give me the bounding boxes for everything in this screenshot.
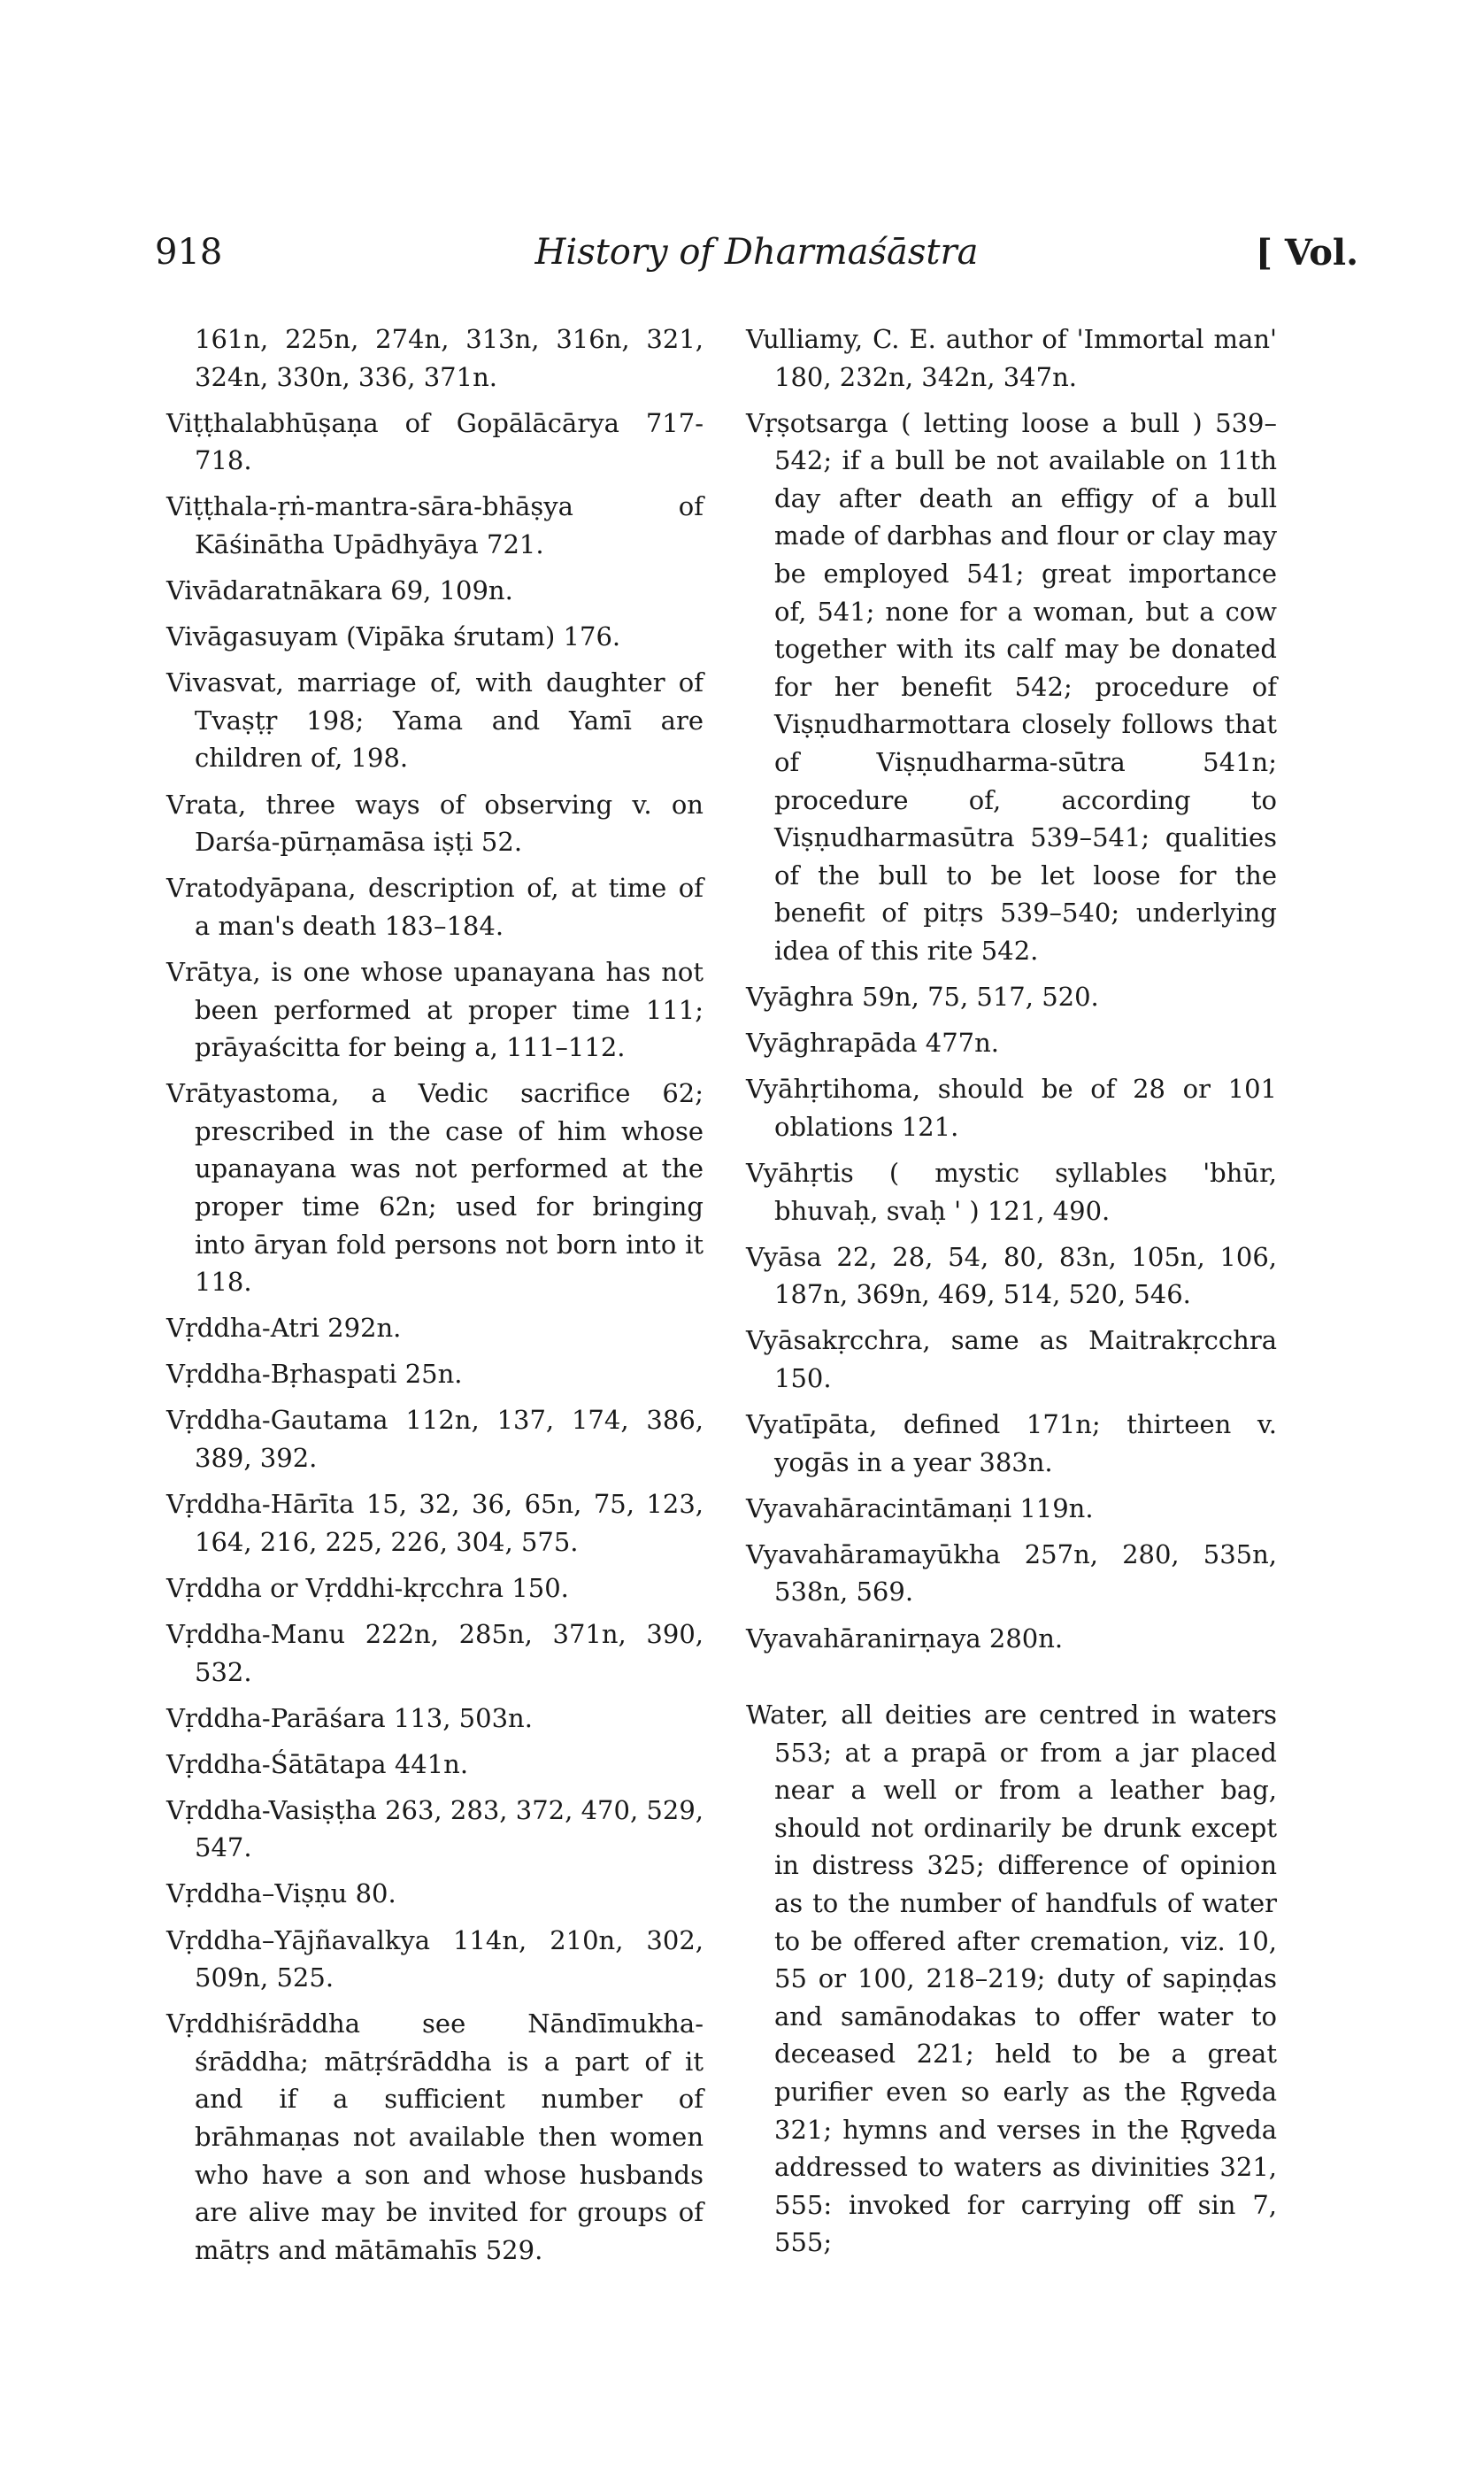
index-entry: Vṛddha-Gautama 112n, 137, 174, 386, 389, 392. bbox=[166, 1405, 704, 1474]
index-entry: Vṛddha–Viṣṇu 80. bbox=[166, 1878, 396, 1909]
index-entry: Vratodyāpana, description of, at time of a man's death 183–184. bbox=[166, 873, 704, 941]
index-entry: Vyāsakṛcchra, same as Maitrakṛcchra 150. bbox=[746, 1325, 1277, 1393]
volume-mark: [ Vol. bbox=[1255, 232, 1358, 274]
index-entry: Viṭṭhala-ṛṅ-mantra-sāra-bhāṣya of Kāśinātha Upādhyāya 721. bbox=[166, 491, 704, 559]
index-entry: Vyavahāranirṇaya 280n. bbox=[746, 1623, 1064, 1654]
index-entry: Vṛddha–Yājñavalkya 114n, 210n, 302, 509n, 525. bbox=[166, 1924, 704, 1993]
index-entry: Vrātya, is one whose upanayana has not been performed at proper time 111; prāyaścitta for being a, 111–112. bbox=[166, 956, 704, 1063]
index-entry: 161n, 225n, 274n, 313n, 316n, 321, 324n, 330n, 336, 371n. bbox=[195, 324, 704, 392]
index-entry: Vyavahāracintāmaṇi 119n. bbox=[746, 1492, 1094, 1523]
index-entry: Vṛddha-Bṛhaspati 25n. bbox=[166, 1359, 463, 1390]
page-number: 918 bbox=[155, 232, 223, 273]
index-entry: Vyavahāramayūkha 257n, 280, 535n, 538n, 569. bbox=[746, 1538, 1277, 1607]
index-entry: Vulliamy, C. E. author of 'Immortal man' 180, 232n, 342n, 347n. bbox=[746, 324, 1277, 392]
index-entry: Vyāghra 59n, 75, 517, 520. bbox=[746, 982, 1099, 1013]
index-entry: Vivādaratnākara 69, 109n. bbox=[166, 575, 513, 606]
index-entry: Vṛddha-Atri 292n. bbox=[166, 1313, 402, 1344]
index-entry: Vṛddha-Hārīta 15, 32, 36, 65n, 75, 123, 164, 216, 225, 226, 304, 575. bbox=[166, 1489, 704, 1557]
index-entry: Vyāhṛtis ( mystic syllables 'bhūr, bhuvaḥ, svaḥ ' ) 121, 490. bbox=[746, 1157, 1277, 1226]
index-entry: Vivasvat, marriage of, with daughter of Tvaṣṭṛ 198; Yama and Yamī are children of, 198. bbox=[166, 667, 704, 774]
index-column-left bbox=[166, 320, 704, 2278]
index-entry: Vṛddha-Parāśara 113, 503n. bbox=[166, 1702, 533, 1733]
index-entry: Water, all deities are centred in waters 553; at a prapā or from a jar placed near a well or from a leather bag, should not ordinarily be drunk except in distress 325; difference of opinion as to the number of handfuls of water to be offered after cremation, viz. 10, 55 or 100, 218–219; duty of sapiṇḍas and samānodakas to offer water to deceased 221; held to be a great purifier even so early as the Ṛgveda 321; hymns and verses in the Ṛgveda addressed to waters as divinities 321, 555: invoked for carrying off sin 7, 555; bbox=[746, 1700, 1277, 2258]
index-entry: Viṭṭhalabhūṣaṇa of Gopālācārya 717-718. bbox=[166, 407, 704, 476]
index-entry: Vṛddha or Vṛddhi-kṛcchra 150. bbox=[166, 1572, 569, 1603]
running-title: History of Dharmaśāstra bbox=[534, 232, 979, 273]
index-column-right bbox=[746, 320, 1277, 2270]
index-entry: Vṛddha-Śātātapa 441n. bbox=[166, 1748, 469, 1779]
index-entry: Vrata, three ways of observing v. on Darśa-pūrṇamāsa iṣṭi 52. bbox=[166, 789, 704, 858]
index-entry: Vṛddhiśrāddha see Nāndīmukha-śrāddha; mātṛśrāddha is a part of it and if a sufficient number of brāhmaṇas not available then women who have a son and whose husbands are alive may be invited for groups of mātṛs and mātāmahīs 529. bbox=[166, 2008, 704, 2265]
page-header bbox=[155, 232, 1358, 285]
index-entry: Vyāhṛtihoma, should be of 28 or 101 oblations 121. bbox=[746, 1074, 1277, 1142]
index-entry: Vrātyastoma, a Vedic sacrifice 62; prescribed in the case of him whose upanayana was not performed at the proper time 62n; used for bringing into āryan fold persons not born into it 118. bbox=[166, 1078, 704, 1298]
index-entry: Vṛddha-Manu 222n, 285n, 371n, 390, 532. bbox=[166, 1618, 704, 1687]
index-entry: Vyāghrapāda 477n. bbox=[746, 1028, 1000, 1059]
index-entry: Vyatīpāta, defined 171n; thirteen v. yogās in a year 383n. bbox=[746, 1409, 1277, 1477]
index-entry: Vivāgasuyam (Vipāka śrutam) 176. bbox=[166, 621, 621, 652]
index-entry: Vṛddha-Vasiṣṭha 263, 283, 372, 470, 529, 547. bbox=[166, 1794, 704, 1863]
index-entry: Vṛṣotsarga ( letting loose a bull ) 539–542; if a bull be not available on 11th day after death an effigy of a bull made of darbhas and flour or clay may be employed 541; great importance of, 541; none for a woman, but a cow together with its calf may be donated for her benefit 542; procedure of Viṣṇudharmottara closely follows that of Viṣṇudharma-sūtra 541n; procedure of, according to Viṣṇudharmasūtra 539–541; qualities of the bull to be let loose for the benefit of pitṛs 539–540; underlying idea of this rite 542. bbox=[746, 407, 1277, 966]
index-entry: Vyāsa 22, 28, 54, 80, 83n, 105n, 106, 187n, 369n, 469, 514, 520, 546. bbox=[746, 1241, 1277, 1310]
